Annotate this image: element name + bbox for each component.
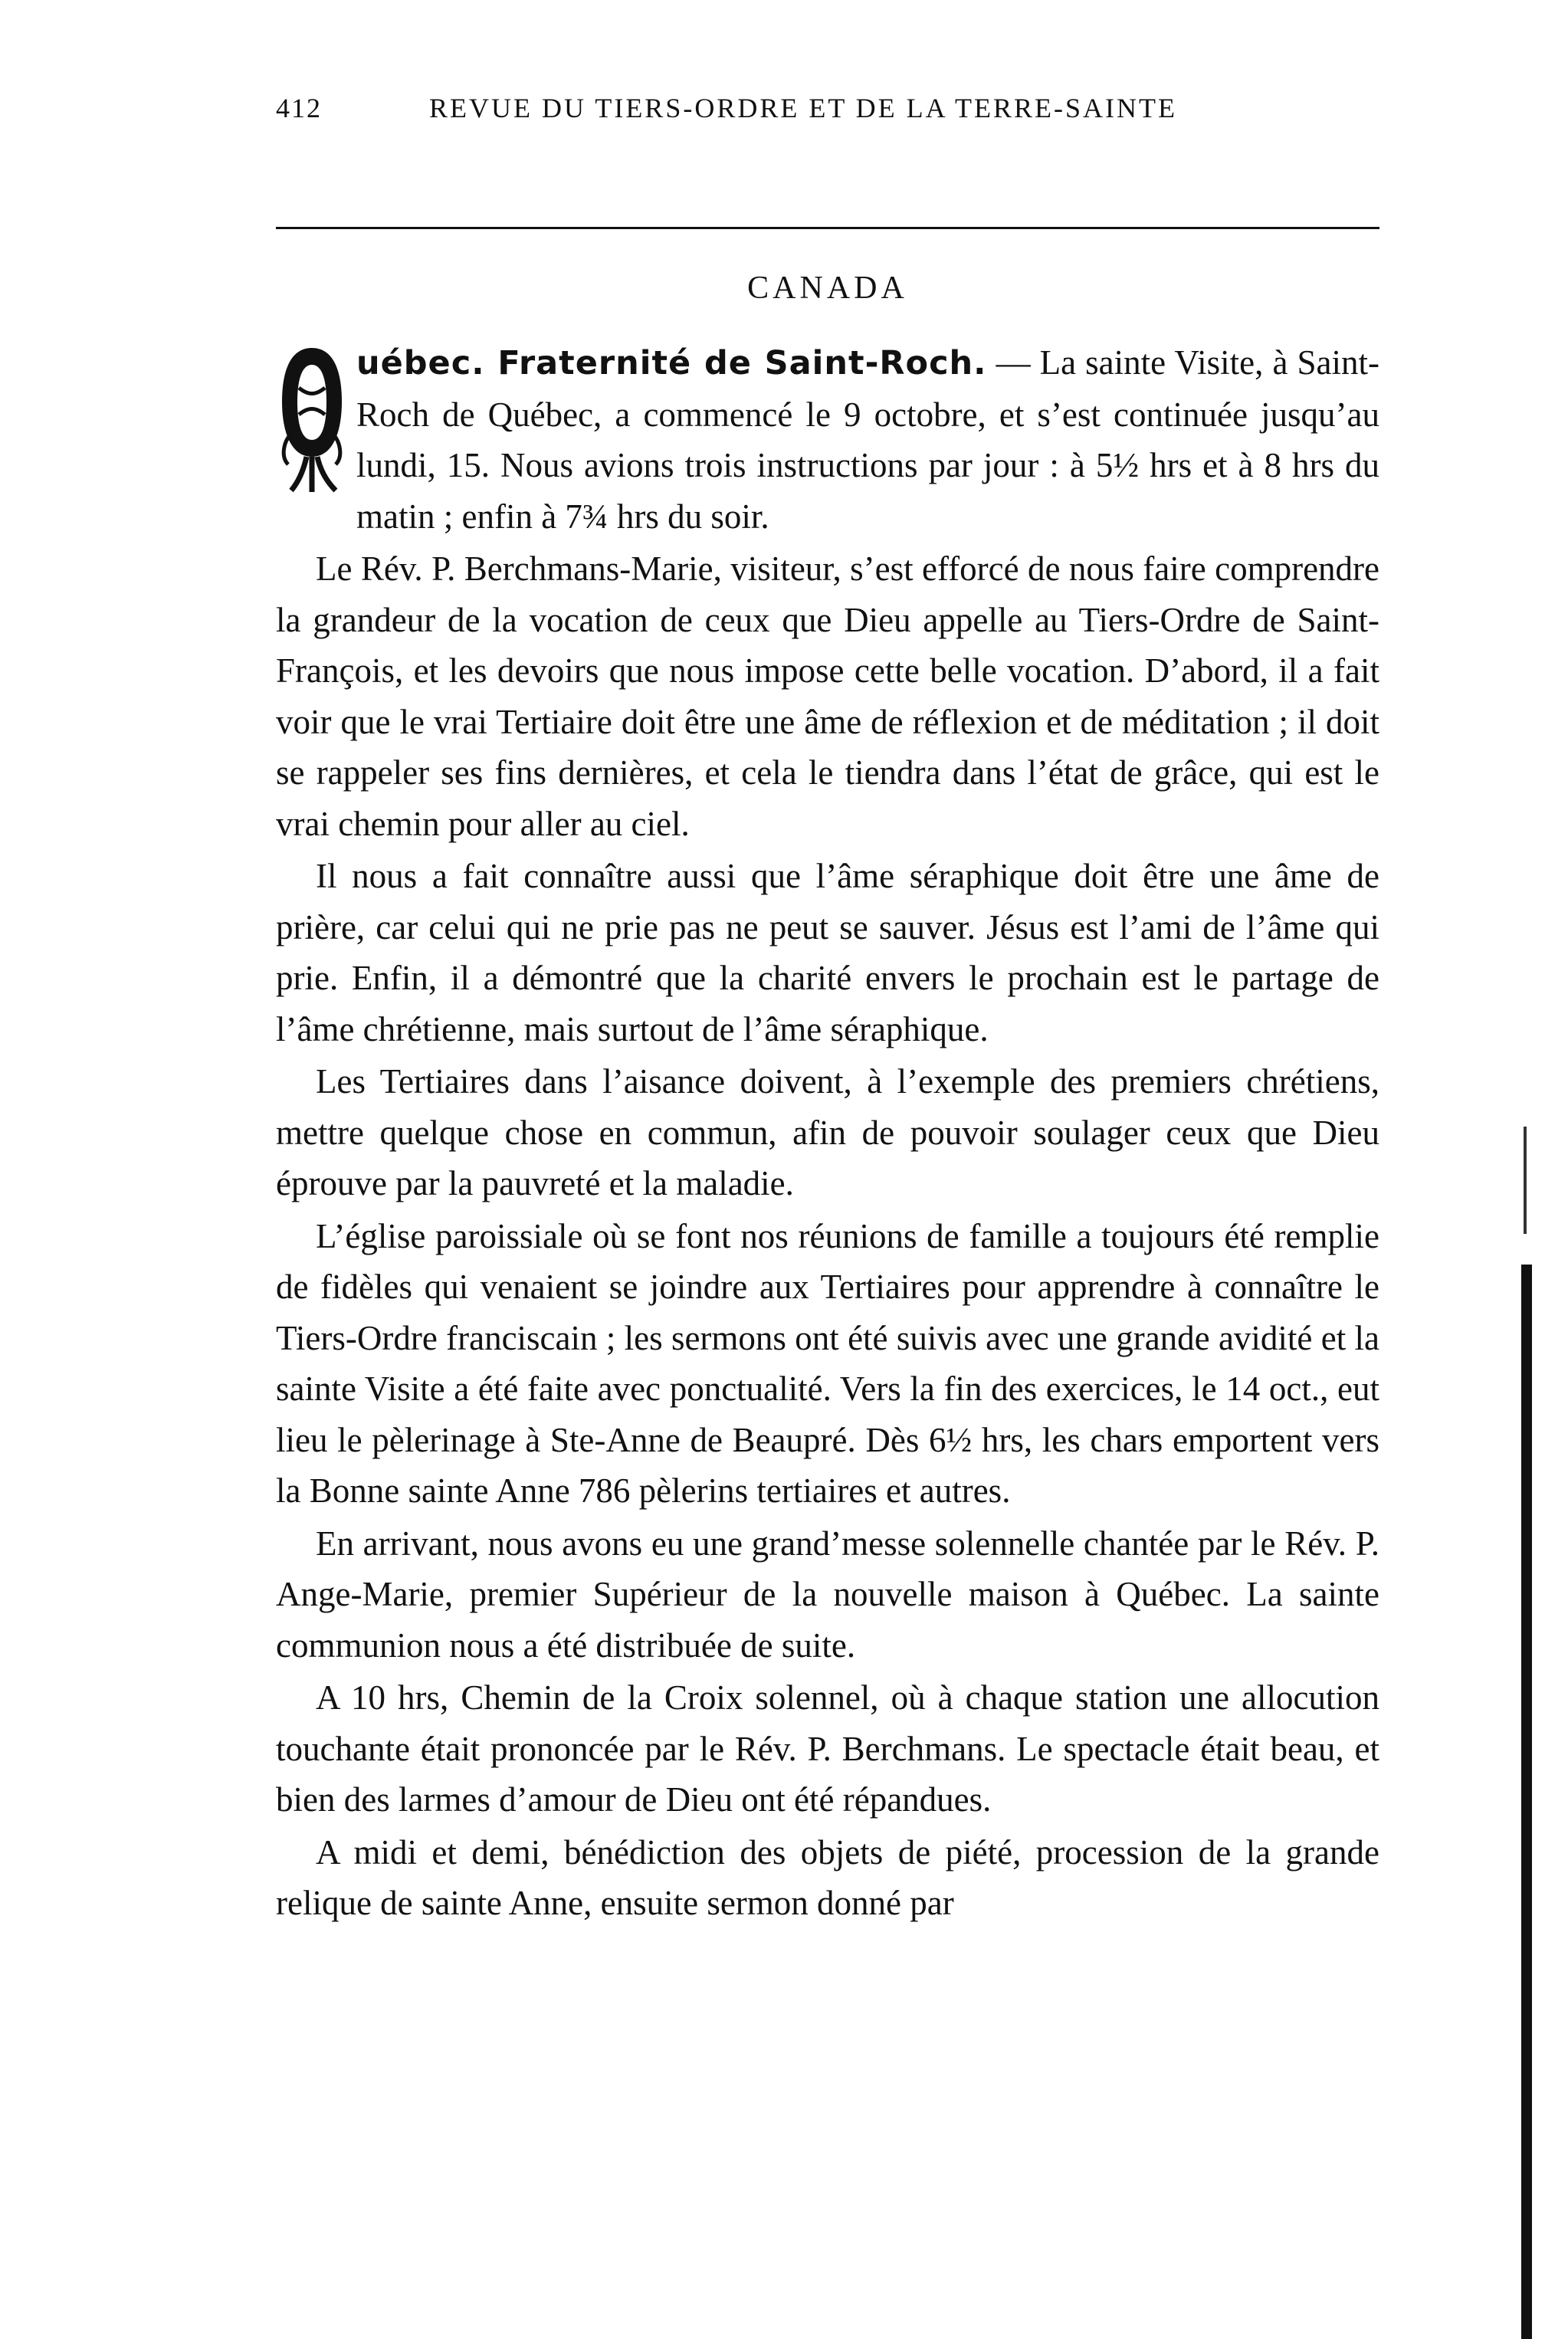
paragraph-1	[276, 337, 1379, 542]
article-body	[276, 337, 1379, 1931]
section-title: CANADA	[747, 271, 908, 306]
header-rule	[276, 227, 1379, 229]
paragraph-7: A 10 hrs, Chemin de la Croix solennel, où à chaque station une allocution touchante était prononcée par le Rév. P. Berchmans. Le spectacle était beau, et bien des larmes d’amour de Dieu ont été répandues.	[276, 1678, 1379, 1819]
scan-margin-mark	[1524, 1127, 1527, 1234]
paragraph-8: A midi et demi, bénédiction des objets de piété, procession de la grande relique de sainte Anne, ensuite sermon donné par	[276, 1832, 1379, 1922]
paragraph-3: Il nous a fait connaître aussi que l’âme séraphique doit être une âme de prière, car celui qui ne prie pas ne peut se sauver. Jésus est l’ami de l’âme qui prie. Enfin, il a démontré que la charité envers le prochain est le partage de l’âme chrétienne, mais surtout de l’âme séraphique.	[276, 857, 1379, 1048]
page	[276, 77, 1379, 1922]
paragraph-5: L’église paroissiale où se font nos réunions de famille a toujours été remplie de fidèles qui venaient se joindre aux Tertiaires pour apprendre à connaître le Tiers-Ordre franciscain ; les sermons ont été suivis avec une grande avidité et la sainte Visite a été faite avec ponctualité. Vers la fin des exercices, le 14 oct., eut lieu le pèlerinage à Ste-Anne de Beaupré. Dès 6½ hrs, les chars emportent vers la Bonne sainte Anne 786 pèlerins tertiaires et autres.	[276, 1216, 1379, 1510]
lead-heading: uébec. Fraternité de Saint-Roch.	[356, 344, 987, 382]
running-head	[276, 77, 1379, 123]
paragraph-2: Le Rév. P. Berchmans-Marie, visiteur, s’est efforcé de nous faire comprendre la grandeur de la vocation de ceux que Dieu appelle au Tiers-Ordre de Saint-François, et les devoirs que nous impose cette belle vocation. D’abord, il a fait voir que le vrai Tertiaire doit être une âme de réflexion et de méditation ; il doit se rappeler ses fins dernières, et cela le tiendra dans l’état de grâce, qui est le vrai chemin pour aller au ciel.	[276, 549, 1379, 843]
drop-cap-q-icon	[276, 342, 349, 495]
paragraph-1-text: — La sainte Visite, à Saint-Roch de Québec, a commencé le 9 octobre, et s’est continuée jusqu’au lundi, 15. Nous avions trois instructions par jour : à 5½ hrs et à 8 hrs du matin ; enfin à 7¾ hrs du soir.	[356, 343, 1379, 536]
paragraph-4: Les Tertiaires dans l’aisance doivent, à l’exemple des premiers chrétiens, mettre quelque chose en commun, afin de pouvoir soulager ceux que Dieu éprouve par la pauvreté et la maladie.	[276, 1062, 1379, 1202]
paragraph-6: En arrivant, nous avons eu une grand’messe solennelle chantée par le Rév. P. Ange-Marie, premier Supérieur de la nouvelle maison à Québec. La sainte communion nous a été distribuée de suite.	[276, 1524, 1379, 1665]
page-number: 412	[276, 93, 322, 123]
running-title: REVUE DU TIERS-ORDRE ET DE LA TERRE-SAINTE	[429, 93, 1177, 123]
scan-binding-edge	[1521, 1265, 1532, 2339]
